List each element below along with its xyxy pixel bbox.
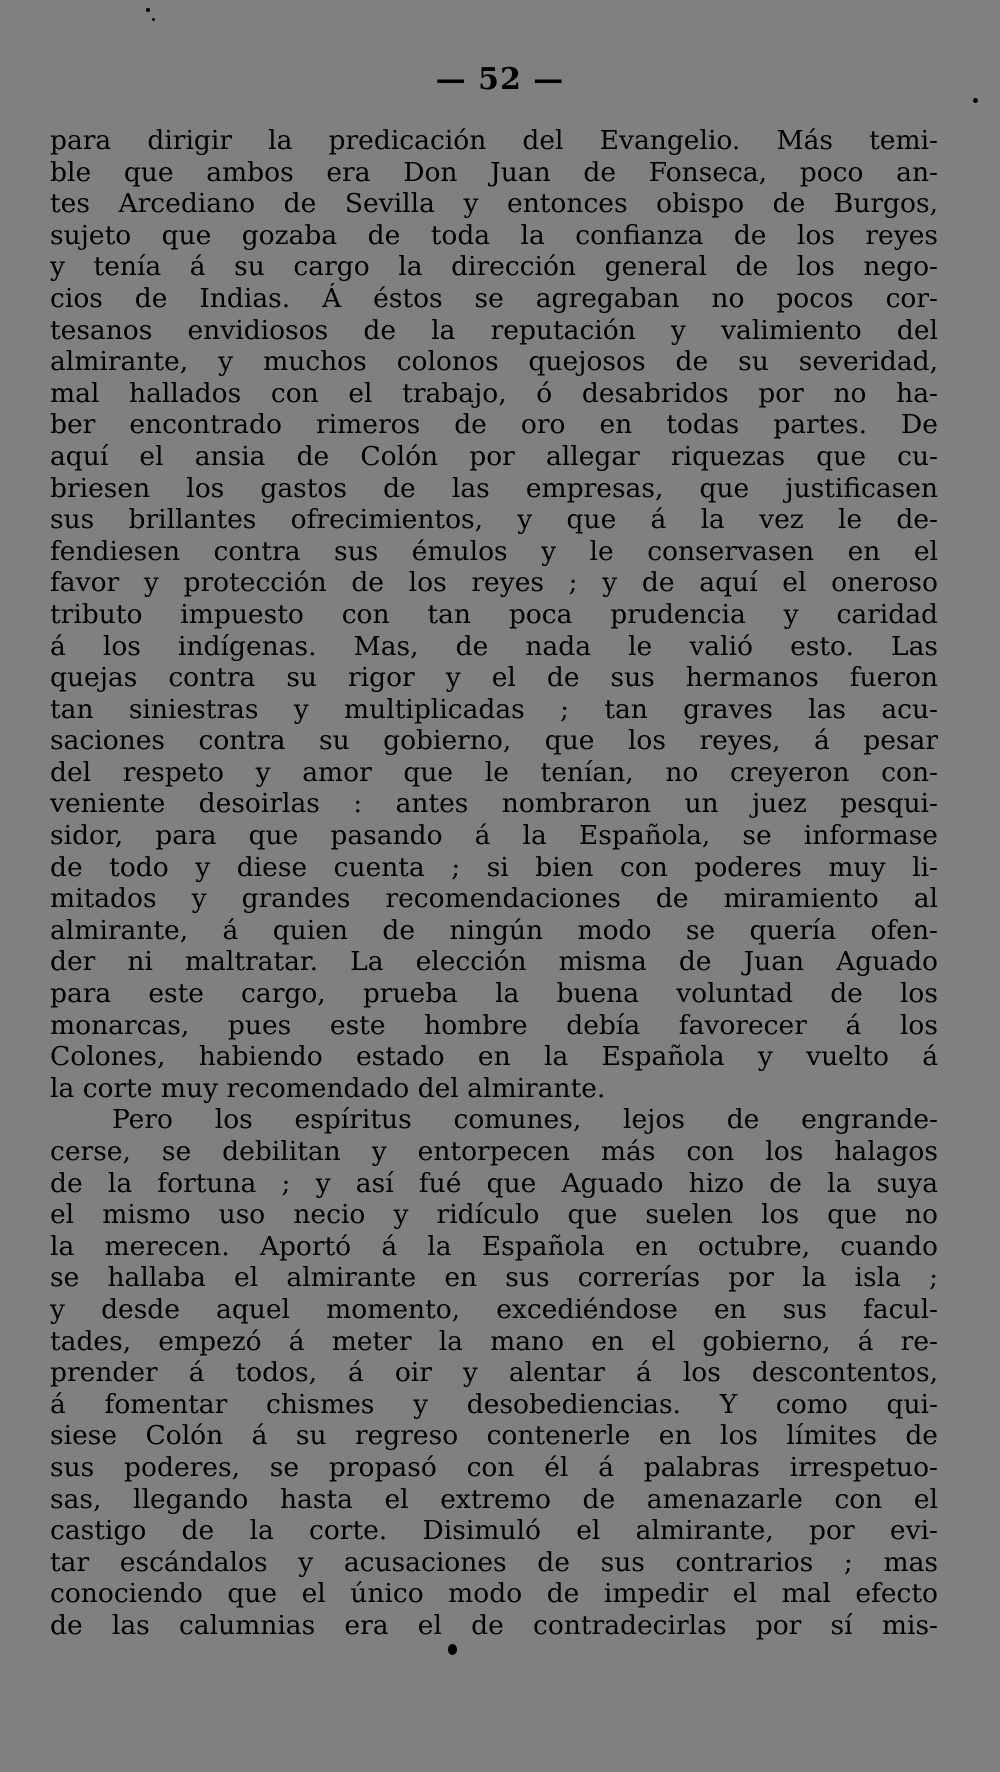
text-line: para dirigir la predicación del Evangelio. Más temi-	[50, 125, 938, 156]
ink-speck	[973, 98, 978, 103]
text-line: cios de Indias. Á éstos se agregaban no pocos cor-	[50, 282, 938, 314]
text-line: tes Arcediano de Sevilla y entonces obispo de Burgos,	[50, 188, 938, 220]
text-line: sujeto que gozaba de toda la confianza de los reyes	[50, 219, 938, 251]
text-line: veniente desoirlas : antes nombraron un juez pesqui-	[50, 788, 938, 820]
text-line: ber encontrado rimeros de oro en todas partes. De	[50, 409, 938, 441]
text-line: ble que ambos era Don Juan de Fonseca, poco an-	[50, 156, 938, 188]
text-line: la merecen. Aportó á la Española en octubre, cuando	[50, 1230, 938, 1262]
text-line: quejas contra su rigor y el de sus hermanos fueron	[50, 662, 938, 694]
text-line: saciones contra su gobierno, que los reyes, á pesar	[50, 725, 938, 757]
text-line: castigo de la corte. Disimuló el almirante, por evi-	[50, 1515, 938, 1547]
text-line: tar escándalos y acusaciones de sus contrarios ; mas	[50, 1546, 938, 1578]
text-line: el mismo uso necio y ridículo que suelen los que no	[50, 1199, 938, 1231]
text-line: almirante, y muchos colonos quejosos de su severidad,	[50, 346, 938, 378]
text-line: sas, llegando hasta el extremo de amenazarle con el	[50, 1483, 938, 1515]
body-text	[50, 125, 938, 1642]
text-line: favor y protección de los reyes ; y de aquí el oneroso	[50, 567, 938, 599]
text-line: tributo impuesto con tan poca prudencia y caridad	[50, 598, 938, 630]
text-line: monarcas, pues este hombre debía favorecer á los	[50, 1009, 938, 1041]
ink-speck	[146, 8, 150, 12]
text-line: prender á todos, á oir y alentar á los descontentos,	[50, 1357, 938, 1389]
text-line: sus brillantes ofrecimientos, y que á la vez le de-	[50, 504, 938, 536]
text-line: mitados y grandes recomendaciones de miramiento al	[50, 883, 938, 915]
text-line: de las calumnias era el de contradecirlas por sí mis-	[50, 1609, 938, 1641]
text-line: mal hallados con el trabajo, ó desabridos por no ha-	[50, 377, 938, 409]
page-number: — 52 —	[435, 62, 565, 97]
text-line: aquí el ansia de Colón por allegar riquezas que cu-	[50, 440, 938, 472]
text-line: del respeto y amor que le tenían, no creyeron con-	[50, 756, 938, 788]
text-line: tades, empezó á meter la mano en el gobierno, á re-	[50, 1325, 938, 1357]
text-line: y tenía á su cargo la dirección general de los nego-	[50, 251, 938, 283]
text-line: se hallaba el almirante en sus correrías por la isla ;	[50, 1262, 938, 1294]
text-line: fendiesen contra sus émulos y le conservasen en el	[50, 535, 938, 567]
text-line: briesen los gastos de las empresas, que justificasen	[50, 472, 938, 504]
text-line: á los indígenas. Mas, de nada le valió esto. Las	[50, 630, 938, 662]
text-line: Pero los espíritus comunes, lejos de engrande-	[112, 1104, 938, 1136]
text-line: almirante, á quien de ningún modo se quería ofen-	[50, 914, 938, 946]
text-line: sidor, para que pasando á la Española, se informase	[50, 820, 938, 852]
text-line: la corte muy recomendado del almirante.	[50, 1072, 606, 1104]
text-line: cerse, se debilitan y entorpecen más con los halagos	[50, 1136, 938, 1167]
text-line: siese Colón á su regreso contenerle en los límites de	[50, 1420, 938, 1452]
text-line: y desde aquel momento, excediéndose en sus facul-	[50, 1293, 938, 1325]
text-line: de todo y diese cuenta ; si bien con poderes muy li-	[50, 851, 938, 883]
text-line: conociendo que el único modo de impedir el mal efecto	[50, 1578, 938, 1610]
text-line: para este cargo, prueba la buena voluntad de los	[50, 978, 938, 1010]
text-line: á fomentar chismes y desobediencias. Y como qui-	[50, 1388, 938, 1420]
ink-speck	[448, 1644, 457, 1655]
text-line: tan siniestras y multiplicadas ; tan graves las acu-	[50, 693, 938, 725]
ink-speck	[152, 18, 155, 21]
text-line: der ni maltratar. La elección misma de Juan Aguado	[50, 946, 938, 978]
text-line: sus poderes, se propasó con él á palabras irrespetuo-	[50, 1451, 938, 1483]
text-line: tesanos envidiosos de la reputación y valimiento del	[50, 314, 938, 346]
text-line: Colones, habiendo estado en la Española y vuelto á	[50, 1041, 938, 1073]
text-line: de la fortuna ; y así fué que Aguado hizo de la suya	[50, 1167, 938, 1199]
